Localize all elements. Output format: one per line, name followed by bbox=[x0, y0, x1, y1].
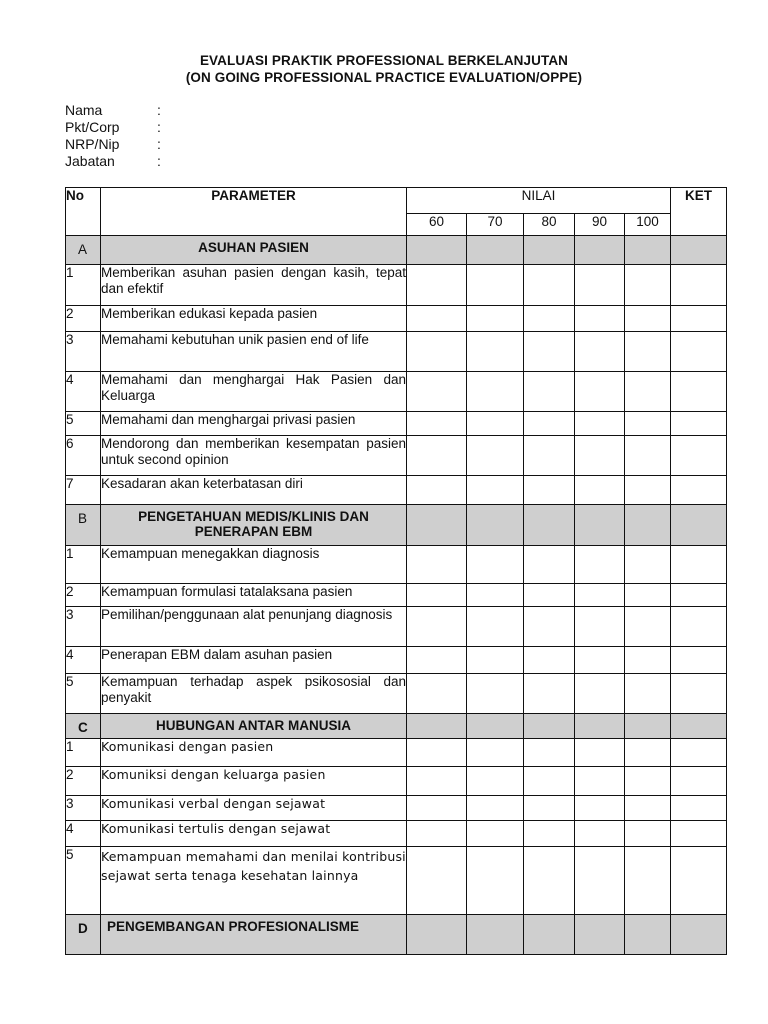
parameter-row bbox=[66, 847, 727, 915]
section-cell-90[interactable] bbox=[575, 915, 625, 955]
score-cell-60[interactable] bbox=[407, 739, 467, 767]
parameter-row bbox=[66, 796, 727, 821]
score-cell-100[interactable] bbox=[625, 767, 671, 796]
score-cell-90[interactable] bbox=[575, 476, 625, 505]
section-cell-100[interactable] bbox=[625, 505, 671, 546]
score-cell-ket[interactable] bbox=[671, 584, 727, 607]
parameter-row bbox=[66, 476, 727, 505]
parameter-row bbox=[66, 306, 727, 332]
score-cell-70[interactable] bbox=[467, 607, 524, 647]
score-cell-100[interactable] bbox=[625, 436, 671, 476]
section-cell-90[interactable] bbox=[575, 505, 625, 546]
score-cell-60[interactable] bbox=[407, 847, 467, 915]
score-cell-70[interactable] bbox=[467, 647, 524, 674]
score-cell-ket[interactable] bbox=[671, 847, 727, 915]
score-cell-90[interactable] bbox=[575, 767, 625, 796]
section-cell-60[interactable] bbox=[407, 236, 467, 265]
parameter-text: Kemampuan terhadap aspek psikososial dan penyakit bbox=[101, 674, 407, 714]
parameter-text: Mendorong dan memberikan kesempatan pasien untuk second opinion bbox=[101, 436, 407, 476]
row-number: 5 bbox=[66, 674, 101, 714]
score-cell-70[interactable] bbox=[467, 796, 524, 821]
row-number: 2 bbox=[66, 767, 101, 796]
score-cell-90[interactable] bbox=[575, 647, 625, 674]
section-letter: B bbox=[66, 505, 101, 546]
score-cell-60[interactable] bbox=[407, 796, 467, 821]
section-cell-80[interactable] bbox=[524, 915, 575, 955]
section-cell-70[interactable] bbox=[467, 505, 524, 546]
score-cell-90[interactable] bbox=[575, 436, 625, 476]
section-cell-100[interactable] bbox=[625, 915, 671, 955]
parameter-text: Kemampuan menegakkan diagnosis bbox=[101, 546, 407, 584]
score-cell-90[interactable] bbox=[575, 847, 625, 915]
score-cell-ket[interactable] bbox=[671, 372, 727, 412]
row-number: 4 bbox=[66, 647, 101, 674]
score-70: 70 bbox=[467, 214, 524, 236]
score-cell-100[interactable] bbox=[625, 372, 671, 412]
section-cell-90[interactable] bbox=[575, 236, 625, 265]
section-row-c bbox=[66, 714, 727, 739]
score-cell-100[interactable] bbox=[625, 647, 671, 674]
parameter-row bbox=[66, 546, 727, 584]
section-cell-60[interactable] bbox=[407, 505, 467, 546]
score-cell-90[interactable] bbox=[575, 265, 625, 306]
parameter-text: Komuniksi dengan keluarga pasien bbox=[101, 767, 407, 796]
row-number: 4 bbox=[66, 372, 101, 412]
score-cell-90[interactable] bbox=[575, 412, 625, 436]
section-cell-70[interactable] bbox=[467, 236, 524, 265]
parameter-row bbox=[66, 607, 727, 647]
section-cell-90[interactable] bbox=[575, 714, 625, 739]
parameter-text: Memahami kebutuhan unik pasien end of life bbox=[101, 332, 407, 372]
score-cell-70[interactable] bbox=[467, 332, 524, 372]
score-cell-70[interactable] bbox=[467, 847, 524, 915]
parameter-text: Memahami dan menghargai Hak Pasien dan Keluarga bbox=[101, 372, 407, 412]
score-cell-100[interactable] bbox=[625, 796, 671, 821]
score-cell-90[interactable] bbox=[575, 372, 625, 412]
parameter-text: Kemampuan memahami dan menilai kontribusi sejawat serta tenaga kesehatan lainnya bbox=[101, 847, 407, 915]
section-cell-100[interactable] bbox=[625, 236, 671, 265]
score-cell-90[interactable] bbox=[575, 306, 625, 332]
score-cell-70[interactable] bbox=[467, 372, 524, 412]
section-cell-ket[interactable] bbox=[671, 236, 727, 265]
section-cell-100[interactable] bbox=[625, 714, 671, 739]
score-cell-90[interactable] bbox=[575, 674, 625, 714]
score-cell-100[interactable] bbox=[625, 476, 671, 505]
score-cell-90[interactable] bbox=[575, 739, 625, 767]
row-number: 5 bbox=[66, 847, 101, 915]
parameter-row bbox=[66, 412, 727, 436]
section-cell-80[interactable] bbox=[524, 236, 575, 265]
parameter-text: Komunikasi tertulis dengan sejawat bbox=[101, 821, 407, 847]
score-cell-60[interactable] bbox=[407, 372, 467, 412]
row-number: 7 bbox=[66, 476, 101, 505]
header-nilai: NILAI bbox=[407, 188, 671, 214]
parameter-row bbox=[66, 739, 727, 767]
score-cell-ket[interactable] bbox=[671, 306, 727, 332]
row-number: 6 bbox=[66, 436, 101, 476]
section-title: HUBUNGAN ANTAR MANUSIA bbox=[101, 714, 407, 739]
score-cell-60[interactable] bbox=[407, 767, 467, 796]
score-cell-60[interactable] bbox=[407, 436, 467, 476]
score-cell-80[interactable] bbox=[524, 739, 575, 767]
parameter-row bbox=[66, 647, 727, 674]
section-letter: D bbox=[66, 915, 101, 955]
parameter-text: Memahami dan menghargai privasi pasien bbox=[101, 412, 407, 436]
score-cell-60[interactable] bbox=[407, 584, 467, 607]
score-cell-80[interactable] bbox=[524, 265, 575, 306]
score-cell-60[interactable] bbox=[407, 546, 467, 584]
section-cell-80[interactable] bbox=[524, 505, 575, 546]
identity-label: Nama bbox=[65, 102, 103, 118]
score-cell-100[interactable] bbox=[625, 847, 671, 915]
identity-row-pkt-corp bbox=[65, 119, 161, 136]
section-title: ASUHAN PASIEN bbox=[101, 236, 407, 265]
score-cell-70[interactable] bbox=[467, 821, 524, 847]
score-cell-80[interactable] bbox=[524, 412, 575, 436]
score-cell-80[interactable] bbox=[524, 476, 575, 505]
section-title: PENGEMBANGAN PROFESIONALISME bbox=[101, 915, 407, 955]
score-cell-70[interactable] bbox=[467, 674, 524, 714]
row-number: 3 bbox=[66, 607, 101, 647]
score-cell-80[interactable] bbox=[524, 584, 575, 607]
identity-row-nrp-nip bbox=[65, 136, 161, 153]
score-cell-60[interactable] bbox=[407, 821, 467, 847]
row-number: 3 bbox=[66, 796, 101, 821]
score-cell-100[interactable] bbox=[625, 412, 671, 436]
score-cell-80[interactable] bbox=[524, 767, 575, 796]
header-ket: KET bbox=[671, 188, 727, 236]
row-number: 3 bbox=[66, 332, 101, 372]
score-cell-70[interactable] bbox=[467, 767, 524, 796]
section-row-d bbox=[66, 915, 727, 955]
parameter-row bbox=[66, 767, 727, 796]
row-number: 1 bbox=[66, 739, 101, 767]
section-letter: A bbox=[66, 236, 101, 265]
score-cell-ket[interactable] bbox=[671, 739, 727, 767]
row-number: 5 bbox=[66, 412, 101, 436]
score-cell-90[interactable] bbox=[575, 546, 625, 584]
score-cell-90[interactable] bbox=[575, 584, 625, 607]
row-number: 1 bbox=[66, 546, 101, 584]
score-cell-80[interactable] bbox=[524, 436, 575, 476]
score-cell-70[interactable] bbox=[467, 412, 524, 436]
score-cell-ket[interactable] bbox=[671, 546, 727, 584]
score-cell-100[interactable] bbox=[625, 584, 671, 607]
identity-label: Jabatan bbox=[65, 153, 115, 169]
score-cell-80[interactable] bbox=[524, 821, 575, 847]
identity-separator: : bbox=[157, 153, 161, 169]
score-cell-100[interactable] bbox=[625, 607, 671, 647]
score-cell-100[interactable] bbox=[625, 674, 671, 714]
score-cell-80[interactable] bbox=[524, 306, 575, 332]
score-cell-ket[interactable] bbox=[671, 476, 727, 505]
score-cell-60[interactable] bbox=[407, 647, 467, 674]
parameter-text: Memberikan edukasi kepada pasien bbox=[101, 306, 407, 332]
parameter-text: Pemilihan/penggunaan alat penunjang diagnosis bbox=[101, 607, 407, 647]
parameter-row bbox=[66, 372, 727, 412]
parameter-text: Kemampuan formulasi tatalaksana pasien bbox=[101, 584, 407, 607]
score-cell-90[interactable] bbox=[575, 821, 625, 847]
score-cell-70[interactable] bbox=[467, 546, 524, 584]
parameter-row bbox=[66, 332, 727, 372]
title-line-2: (ON GOING PROFESSIONAL PRACTICE EVALUATION/OPPE) bbox=[185, 70, 583, 85]
score-cell-100[interactable] bbox=[625, 546, 671, 584]
identity-separator: : bbox=[157, 102, 161, 118]
score-cell-80[interactable] bbox=[524, 847, 575, 915]
row-number: 4 bbox=[66, 821, 101, 847]
section-cell-80[interactable] bbox=[524, 714, 575, 739]
section-letter: C bbox=[66, 714, 101, 739]
section-row-b bbox=[66, 505, 727, 546]
row-number: 2 bbox=[66, 584, 101, 607]
score-cell-70[interactable] bbox=[467, 584, 524, 607]
score-cell-80[interactable] bbox=[524, 647, 575, 674]
score-cell-60[interactable] bbox=[407, 412, 467, 436]
header-parameter: PARAMETER bbox=[101, 188, 407, 236]
score-cell-70[interactable] bbox=[467, 306, 524, 332]
score-cell-100[interactable] bbox=[625, 265, 671, 306]
section-cell-60[interactable] bbox=[407, 915, 467, 955]
score-cell-70[interactable] bbox=[467, 739, 524, 767]
score-cell-60[interactable] bbox=[407, 265, 467, 306]
score-cell-90[interactable] bbox=[575, 332, 625, 372]
score-cell-70[interactable] bbox=[467, 265, 524, 306]
score-cell-ket[interactable] bbox=[671, 821, 727, 847]
score-cell-60[interactable] bbox=[407, 332, 467, 372]
score-cell-70[interactable] bbox=[467, 476, 524, 505]
parameter-text: Kesadaran akan keterbatasan diri bbox=[101, 476, 407, 505]
identity-label: Pkt/Corp bbox=[65, 119, 120, 135]
score-cell-60[interactable] bbox=[407, 476, 467, 505]
parameter-text: Komunikasi verbal dengan sejawat bbox=[101, 796, 407, 821]
evaluation-table bbox=[65, 187, 727, 955]
score-cell-ket[interactable] bbox=[671, 796, 727, 821]
section-title: PENGETAHUAN MEDIS/KLINIS DAN PENERAPAN EBM bbox=[101, 505, 407, 546]
identity-label: NRP/Nip bbox=[65, 136, 120, 152]
section-cell-70[interactable] bbox=[467, 915, 524, 955]
score-cell-ket[interactable] bbox=[671, 265, 727, 306]
score-cell-90[interactable] bbox=[575, 796, 625, 821]
score-cell-ket[interactable] bbox=[671, 436, 727, 476]
score-60: 60 bbox=[407, 214, 467, 236]
score-cell-80[interactable] bbox=[524, 796, 575, 821]
score-cell-60[interactable] bbox=[407, 607, 467, 647]
section-cell-70[interactable] bbox=[467, 714, 524, 739]
score-cell-ket[interactable] bbox=[671, 767, 727, 796]
score-cell-100[interactable] bbox=[625, 739, 671, 767]
section-row-a bbox=[66, 236, 727, 265]
score-cell-ket[interactable] bbox=[671, 674, 727, 714]
score-cell-ket[interactable] bbox=[671, 332, 727, 372]
document-title bbox=[0, 52, 768, 86]
parameter-row bbox=[66, 821, 727, 847]
score-cell-ket[interactable] bbox=[671, 647, 727, 674]
score-cell-80[interactable] bbox=[524, 607, 575, 647]
score-90: 90 bbox=[575, 214, 625, 236]
row-number: 2 bbox=[66, 306, 101, 332]
parameter-text: Penerapan EBM dalam asuhan pasien bbox=[101, 647, 407, 674]
score-cell-80[interactable] bbox=[524, 546, 575, 584]
title-line-1: EVALUASI PRAKTIK PROFESSIONAL BERKELANJUTAN bbox=[199, 53, 569, 68]
section-cell-ket[interactable] bbox=[671, 915, 727, 955]
identity-row-nama bbox=[65, 102, 161, 119]
score-cell-80[interactable] bbox=[524, 372, 575, 412]
score-80: 80 bbox=[524, 214, 575, 236]
header-row-top bbox=[66, 188, 727, 214]
identity-separator: : bbox=[157, 119, 161, 135]
parameter-row bbox=[66, 584, 727, 607]
row-number: 1 bbox=[66, 265, 101, 306]
score-cell-70[interactable] bbox=[467, 436, 524, 476]
parameter-row bbox=[66, 265, 727, 306]
identity-row-jabatan bbox=[65, 153, 161, 170]
parameter-row bbox=[66, 674, 727, 714]
score-cell-80[interactable] bbox=[524, 674, 575, 714]
score-cell-80[interactable] bbox=[524, 332, 575, 372]
score-cell-100[interactable] bbox=[625, 821, 671, 847]
parameter-text: Memberikan asuhan pasien dengan kasih, tepat dan efektif bbox=[101, 265, 407, 306]
score-cell-ket[interactable] bbox=[671, 607, 727, 647]
score-100: 100 bbox=[625, 214, 671, 236]
identity-block bbox=[65, 102, 161, 170]
section-cell-60[interactable] bbox=[407, 714, 467, 739]
score-cell-100[interactable] bbox=[625, 332, 671, 372]
score-cell-90[interactable] bbox=[575, 607, 625, 647]
section-cell-ket[interactable] bbox=[671, 505, 727, 546]
header-no: No bbox=[66, 188, 101, 236]
parameter-text: Komunikasi dengan pasien bbox=[101, 739, 407, 767]
identity-separator: : bbox=[157, 136, 161, 152]
section-cell-ket[interactable] bbox=[671, 714, 727, 739]
score-cell-100[interactable] bbox=[625, 306, 671, 332]
score-cell-60[interactable] bbox=[407, 674, 467, 714]
score-cell-60[interactable] bbox=[407, 306, 467, 332]
parameter-row bbox=[66, 436, 727, 476]
score-cell-ket[interactable] bbox=[671, 412, 727, 436]
